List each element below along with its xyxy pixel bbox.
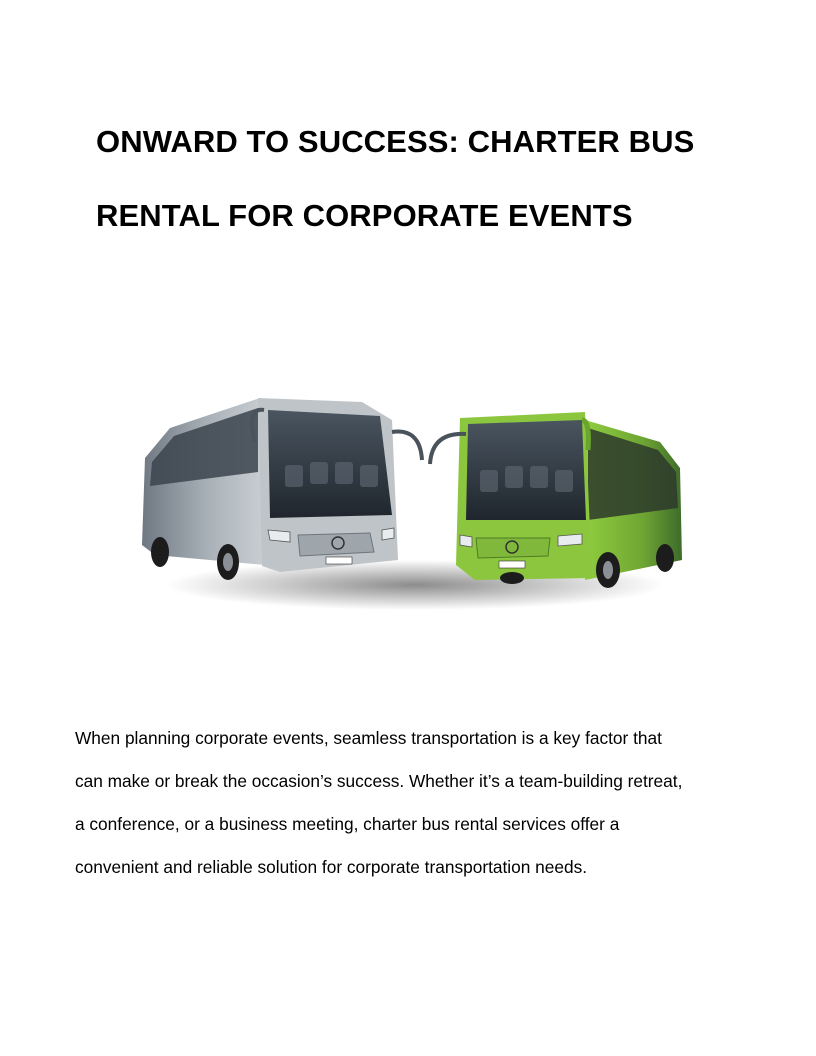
- intro-paragraph: [75, 717, 755, 889]
- intro-line-4: convenient and reliable solution for corporate transportation needs.: [75, 857, 588, 877]
- grey-bus: [142, 398, 422, 580]
- intro-line-1: When planning corporate events, seamless transportation is a key factor that: [75, 728, 662, 748]
- green-bus: [430, 412, 682, 588]
- two-charter-buses-image: [130, 380, 700, 620]
- intro-line-3: a conference, or a business meeting, charter bus rental services offer a: [75, 814, 620, 834]
- intro-line-2: can make or break the occasion’s success. Whether it’s a team-building retreat,: [75, 771, 683, 791]
- page-title-line-1: ONWARD TO SUCCESS: CHARTER BUS: [96, 124, 695, 159]
- page-title-line-2: RENTAL FOR CORPORATE EVENTS: [96, 198, 633, 233]
